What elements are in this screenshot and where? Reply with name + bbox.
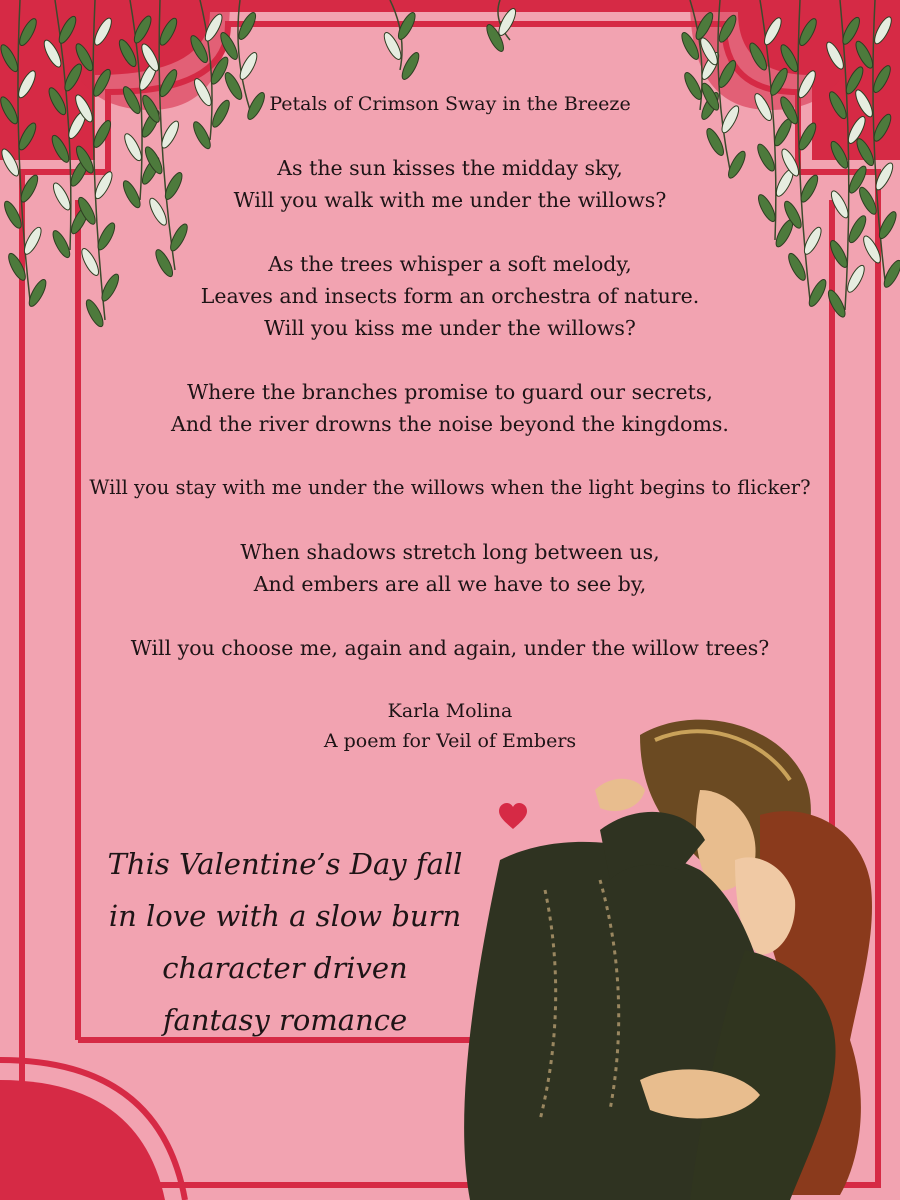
poem-author: Karla Molina	[387, 700, 513, 722]
poem-line: As the trees whisper a soft melody,	[268, 252, 632, 276]
poem-line: Where the branches promise to guard our secrets,	[187, 380, 713, 404]
poem-line: Leaves and insects form an orchestra of nature.	[200, 284, 700, 308]
poem-line: Will you choose me, again and again, under the willow trees?	[130, 636, 770, 660]
poem-line: As the sun kisses the midday sky,	[277, 156, 623, 180]
tagline-line: fantasy romance	[162, 1003, 408, 1037]
poem-dedication: A poem for Veil of Embers	[323, 730, 577, 752]
poem-line: And the river drowns the noise beyond the kingdoms.	[171, 412, 729, 436]
tagline	[100, 838, 470, 1046]
poem-title: Petals of Crimson Sway in the Breeze	[269, 93, 631, 115]
poem-line: When shadows stretch long between us,	[240, 540, 660, 564]
poem-line: Will you kiss me under the willows?	[264, 316, 636, 340]
poem-line: Will you walk with me under the willows?	[233, 188, 667, 212]
tagline-line: in love with a slow burn	[108, 899, 462, 933]
tagline-line: This Valentine’s Day fall	[107, 847, 463, 881]
poem-line: Will you stay with me under the willows when the light begins to flicker?	[89, 476, 811, 499]
poem-line: And embers are all we have to see by,	[253, 572, 647, 596]
tagline-line: character driven	[162, 951, 408, 985]
